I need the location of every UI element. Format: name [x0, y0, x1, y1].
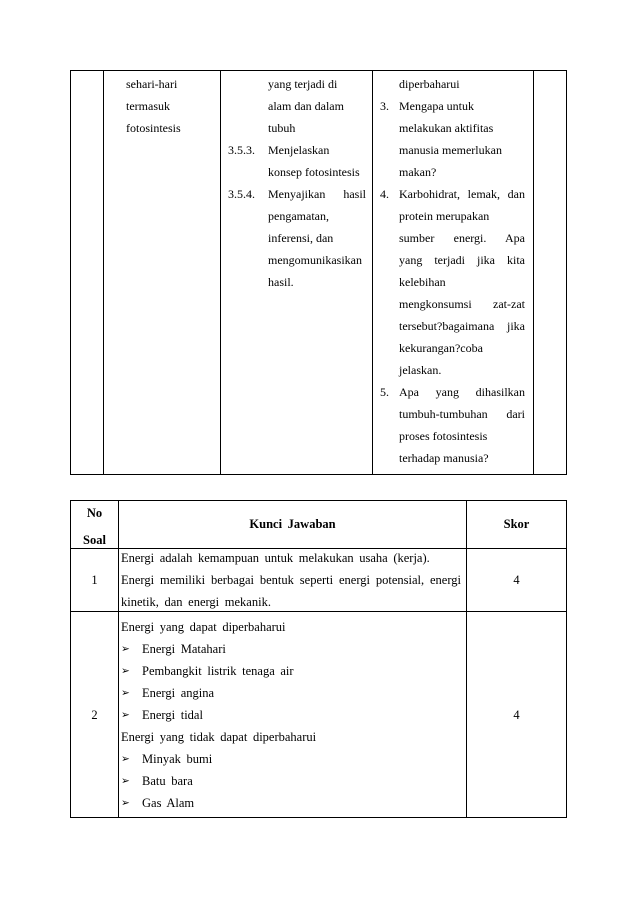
- arrow-bullet-icon: ➢: [121, 643, 130, 655]
- question-text-line: tumbuh-tumbuhan dari: [399, 407, 525, 421]
- question-text-line: kekurangan?coba: [399, 341, 483, 355]
- question-text-line: Karbohidrat, lemak, dan: [399, 187, 525, 201]
- question-number: 4.: [380, 187, 389, 201]
- table-row-divider: [71, 548, 566, 549]
- question-text-line: melakukan aktifitas: [399, 121, 494, 135]
- answer-text-line: kinetik, dan energi mekanik.: [121, 595, 271, 609]
- question-text-line: mengkonsumsi zat-zat: [399, 297, 525, 311]
- indicator-text-line: inferensi, dan: [268, 231, 334, 245]
- question-text-line: kelebihan: [399, 275, 446, 289]
- arrow-bullet-icon: ➢: [121, 797, 130, 809]
- indicator-text-line: konsep fotosintesis: [268, 165, 360, 179]
- answer-text-line: Energi adalah kemampuan untuk melakukan usaha (kerja).: [121, 551, 430, 565]
- question-text-line: manusia memerlukan: [399, 143, 502, 157]
- material-text-line: fotosintesis: [126, 121, 181, 135]
- arrow-bullet-icon: ➢: [121, 687, 130, 699]
- indicator-text-line: yang terjadi di: [268, 77, 338, 91]
- indicator-text-line: Menyajikan hasil: [268, 187, 366, 201]
- question-number: 3.: [380, 99, 389, 113]
- row-score: 4: [513, 573, 520, 587]
- question-text-line: proses fotosintesis: [399, 429, 488, 443]
- question-text-line: makan?: [399, 165, 437, 179]
- question-text-line: jelaskan.: [399, 363, 442, 377]
- table-row-divider: [71, 611, 566, 612]
- question-text-line: Mengapa untuk: [399, 99, 474, 113]
- list-item-text: Batu bara: [142, 774, 193, 788]
- question-number: 5.: [380, 385, 389, 399]
- table-column-divider: [533, 71, 534, 474]
- question-text-line: diperbaharui: [399, 77, 460, 91]
- header-no: No: [86, 506, 103, 520]
- group-heading: Energi yang tidak dapat diperbaharui: [121, 730, 317, 744]
- question-table-continued: [70, 70, 567, 475]
- row-number: 1: [91, 573, 98, 587]
- list-item-text: Energi angina: [142, 686, 215, 700]
- question-text-line: sumber energi. Apa: [399, 231, 525, 245]
- table-column-divider: [103, 71, 104, 474]
- header-soal: Soal: [83, 533, 106, 547]
- list-item-text: Minyak bumi: [142, 752, 213, 766]
- indicator-text-line: hasil.: [268, 275, 294, 289]
- material-text-line: sehari-hari: [126, 77, 178, 91]
- question-text-line: protein merupakan: [399, 209, 490, 223]
- row-score: 4: [513, 708, 520, 722]
- question-text-line: terhadap manusia?: [399, 451, 489, 465]
- row-number: 2: [91, 708, 98, 722]
- header-answer-key: Kunci Jawaban: [249, 517, 336, 531]
- arrow-bullet-icon: ➢: [121, 775, 130, 787]
- arrow-bullet-icon: ➢: [121, 665, 130, 677]
- indicator-text-line: mengomunikasikan: [268, 253, 362, 267]
- answer-text-line: Energi memiliki berbagai bentuk seperti energi potensial, energi: [121, 573, 461, 587]
- indicator-number: 3.5.4.: [228, 187, 255, 201]
- list-item-text: Energi Matahari: [142, 642, 226, 656]
- table-column-divider: [372, 71, 373, 474]
- material-text-line: termasuk: [126, 99, 170, 113]
- indicator-number: 3.5.3.: [228, 143, 255, 157]
- header-score: Skor: [503, 517, 530, 531]
- answer-key-table: [70, 500, 567, 818]
- question-text-line: tersebut?bagaimana jika: [399, 319, 525, 333]
- arrow-bullet-icon: ➢: [121, 753, 130, 765]
- arrow-bullet-icon: ➢: [121, 709, 130, 721]
- indicator-text-line: pengamatan,: [268, 209, 329, 223]
- list-item-text: Gas Alam: [142, 796, 195, 810]
- indicator-text-line: Menjelaskan: [268, 143, 330, 157]
- indicator-text-line: tubuh: [268, 121, 296, 135]
- group-heading: Energi yang dapat diperbaharui: [121, 620, 286, 634]
- list-item-text: Energi tidal: [142, 708, 203, 722]
- question-text-line: Apa yang dihasilkan: [399, 385, 525, 399]
- question-text-line: yang terjadi jika kita: [399, 253, 525, 267]
- indicator-text-line: alam dan dalam: [268, 99, 344, 113]
- table-column-divider: [220, 71, 221, 474]
- list-item-text: Pembangkit listrik tenaga air: [142, 664, 294, 678]
